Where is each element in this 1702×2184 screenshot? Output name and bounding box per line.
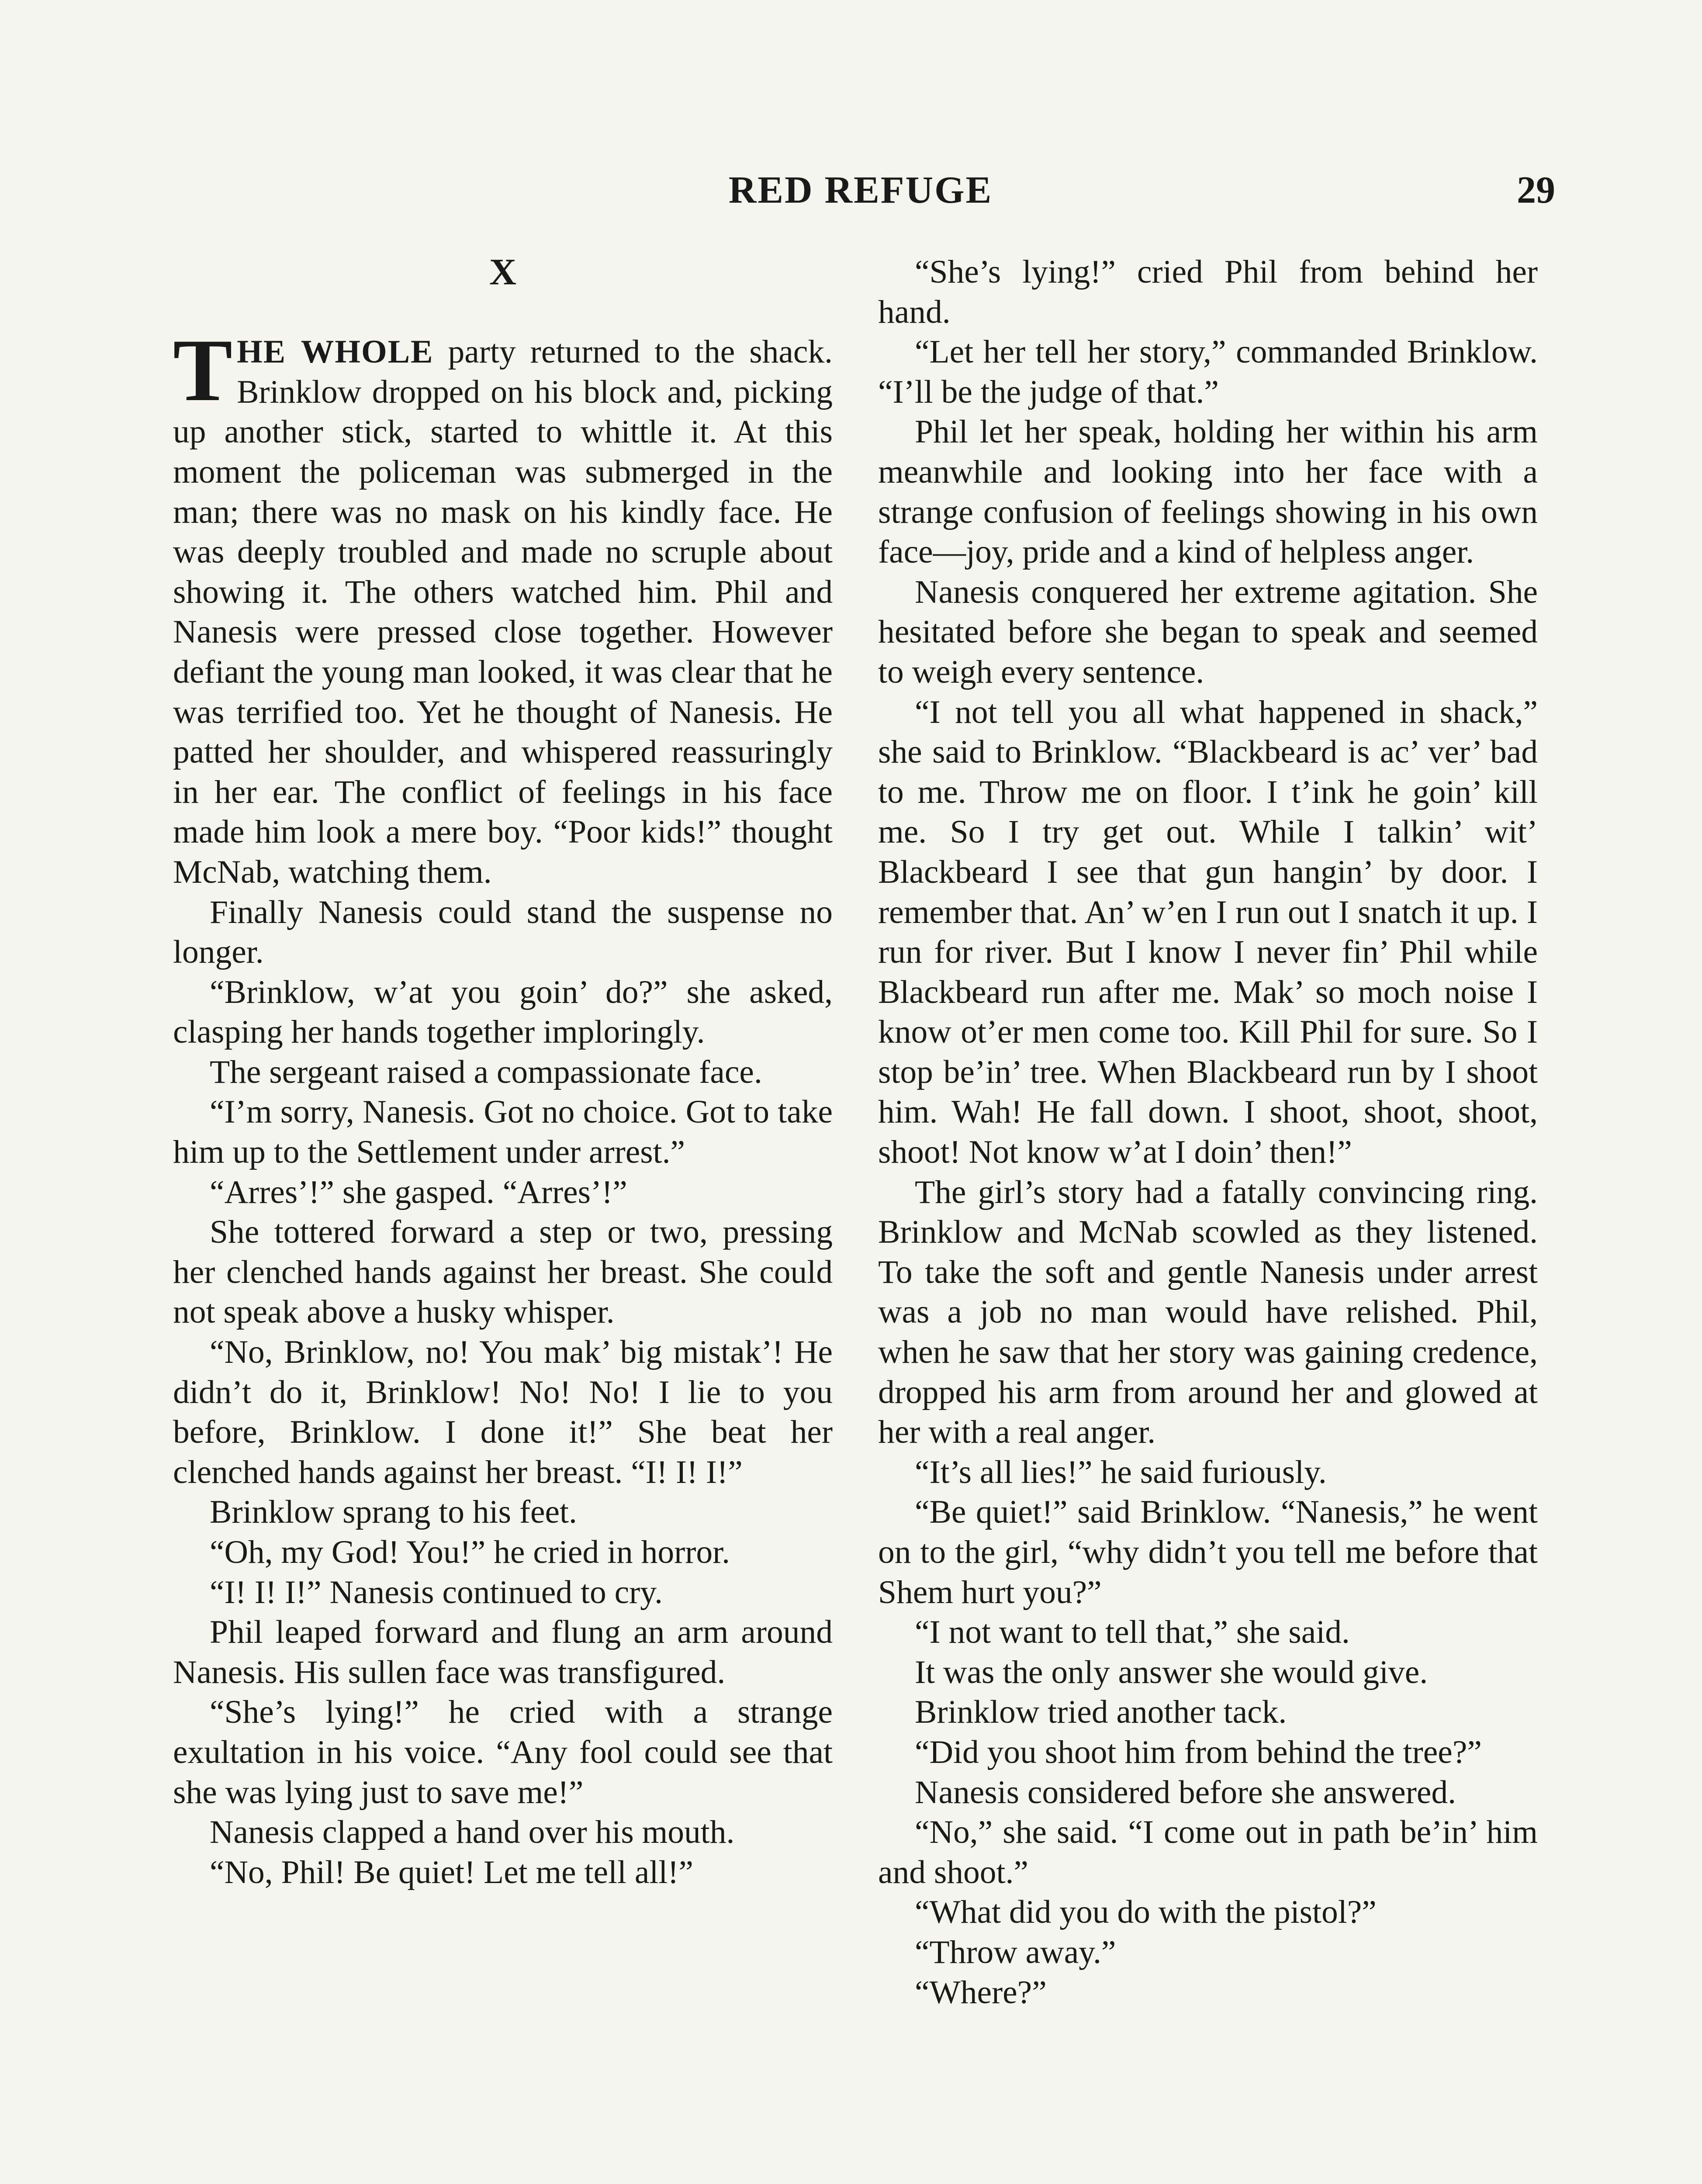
paragraph: The sergeant raised a compassionate face. <box>210 1054 762 1090</box>
opening-paragraph <box>173 321 833 892</box>
paragraph: “No, Phil! Be quiet! Let me tell all!” <box>210 1854 693 1890</box>
paragraph: Nanesis clapped a hand over his mouth. <box>210 1814 735 1851</box>
paragraph: “Did you shoot him from behind the tree?” <box>915 1734 1482 1770</box>
paragraph: “Let her tell her story,” commanded Brinklow. “I’ll be the judge of that.” <box>878 334 1538 410</box>
paragraph: “She’s lying!” cried Phil from behind her hand. <box>878 254 1538 330</box>
paragraph: “Arres’!” she gasped. “Arres’!” <box>210 1174 627 1210</box>
opening-text: party returned to the shack. Brinklow dropped on his block and, picking up another stick, started to whittle it. At this moment the policeman was submerged in the man; there was no mask on his kindly face. He was deeply troubled and made no scruple about showing it. The others watched him. Phil and Nanesis were pressed close together. However defiant the young man looked, it was clear that he was terrified too. Yet he thought of Nanesis. He patted her shoulder, and whispered reassuringly in her ear. The conflict of feelings in his face made him look a mere boy. “Poor kids!” thought McNab, watching them. <box>173 334 833 890</box>
chapter-number: X <box>489 251 517 293</box>
paragraph: “Brinklow, w’at you goin’ do?” she asked, clasping her hands together imploringly. <box>173 974 833 1051</box>
page-number: 29 <box>1517 169 1555 211</box>
paragraph: “Oh, my God! You!” he cried in horror. <box>210 1534 730 1570</box>
paragraph: The girl’s story had a fatally convincing ring. Brinklow and McNab scowled as they listened. To take the soft and gentle Nanesis under arrest was a job no man would have relished. Phil, when he saw that her story was gaining credence, dropped his arm from around her and glowed at her with a real anger. <box>878 1174 1538 1451</box>
paragraph: Finally Nanesis could stand the suspense no longer. <box>173 894 833 971</box>
left-column <box>173 252 833 1892</box>
right-column <box>878 252 1538 2012</box>
paragraph: She tottered forward a step or two, pressing her clenched hands against her breast. She could not speak above a husky whisper. <box>173 1214 833 1330</box>
paragraph: It was the only answer she would give. <box>915 1654 1428 1690</box>
paragraph: “It’s all lies!” he said furiously. <box>915 1454 1327 1490</box>
paragraph: Brinklow sprang to his feet. <box>210 1494 577 1531</box>
paragraph: “What did you do with the pistol?” <box>915 1894 1377 1931</box>
paragraph: “Where?” <box>915 1974 1047 2011</box>
paragraph: Nanesis considered before she answered. <box>915 1774 1456 1811</box>
opening-small-caps: HE WHOLE <box>237 334 434 370</box>
paragraph: “Throw away.” <box>915 1934 1116 1970</box>
drop-cap: T <box>173 321 233 420</box>
paragraph: Nanesis conquered her extreme agitation. She hesitated before she began to speak and seemed to weigh every sentence. <box>878 574 1538 690</box>
paragraph: “Be quiet!” said Brinklow. “Nanesis,” he went on to the girl, “why didn’t you tell me before that Shem hurt you?” <box>878 1494 1538 1610</box>
paragraph: Brinklow tried another tack. <box>915 1694 1287 1731</box>
running-header-title: RED REFUGE <box>728 169 993 211</box>
paragraph: “I’m sorry, Nanesis. Got no choice. Got to take him up to the Settlement under arrest.” <box>173 1094 833 1171</box>
paragraph: “I not want to tell that,” she said. <box>915 1614 1350 1651</box>
paragraph: “I! I! I!” Nanesis continued to cry. <box>210 1574 663 1610</box>
paragraph: “I not tell you all what happened in shack,” she said to Brinklow. “Blackbeard is ac’ ver’ bad to me. Throw me on floor. I t’ink he goin’ kill me. So I try get out. While I talkin’ wit’ Blackbeard I see that gun hangin’ by door. I remember that. An’ w’en I run out I snatch it up. I run for river. But I know I never fin’ Phil while Blackbeard run after me. Mak’ so moch noise I know ot’er men come too. Kill Phil for sure. So I stop be’in’ tree. When Blackbeard run by I shoot him. Wah! He fall down. I shoot, shoot, shoot, shoot! Not know w’at I doin’ then!” <box>878 694 1538 1171</box>
paragraph: “No,” she said. “I come out in path be’in’ him and shoot.” <box>878 1814 1538 1890</box>
paragraph: “No, Brinklow, no! You mak’ big mistak’! He didn’t do it, Brinklow! No! No! I lie to you before, Brinklow. I done it!” She beat her clenched hands against her breast. “I! I! I!” <box>173 1334 833 1490</box>
paragraph: “She’s lying!” he cried with a strange exultation in his voice. “Any fool could see that she was lying just to save me!” <box>173 1694 833 1811</box>
paragraph: Phil let her speak, holding her within his arm meanwhile and looking into her face with a strange confusion of feelings showing in his own face—joy, pride and a kind of helpless anger. <box>878 414 1538 570</box>
paragraph: Phil leaped forward and flung an arm around Nanesis. His sullen face was transfigured. <box>173 1614 833 1690</box>
